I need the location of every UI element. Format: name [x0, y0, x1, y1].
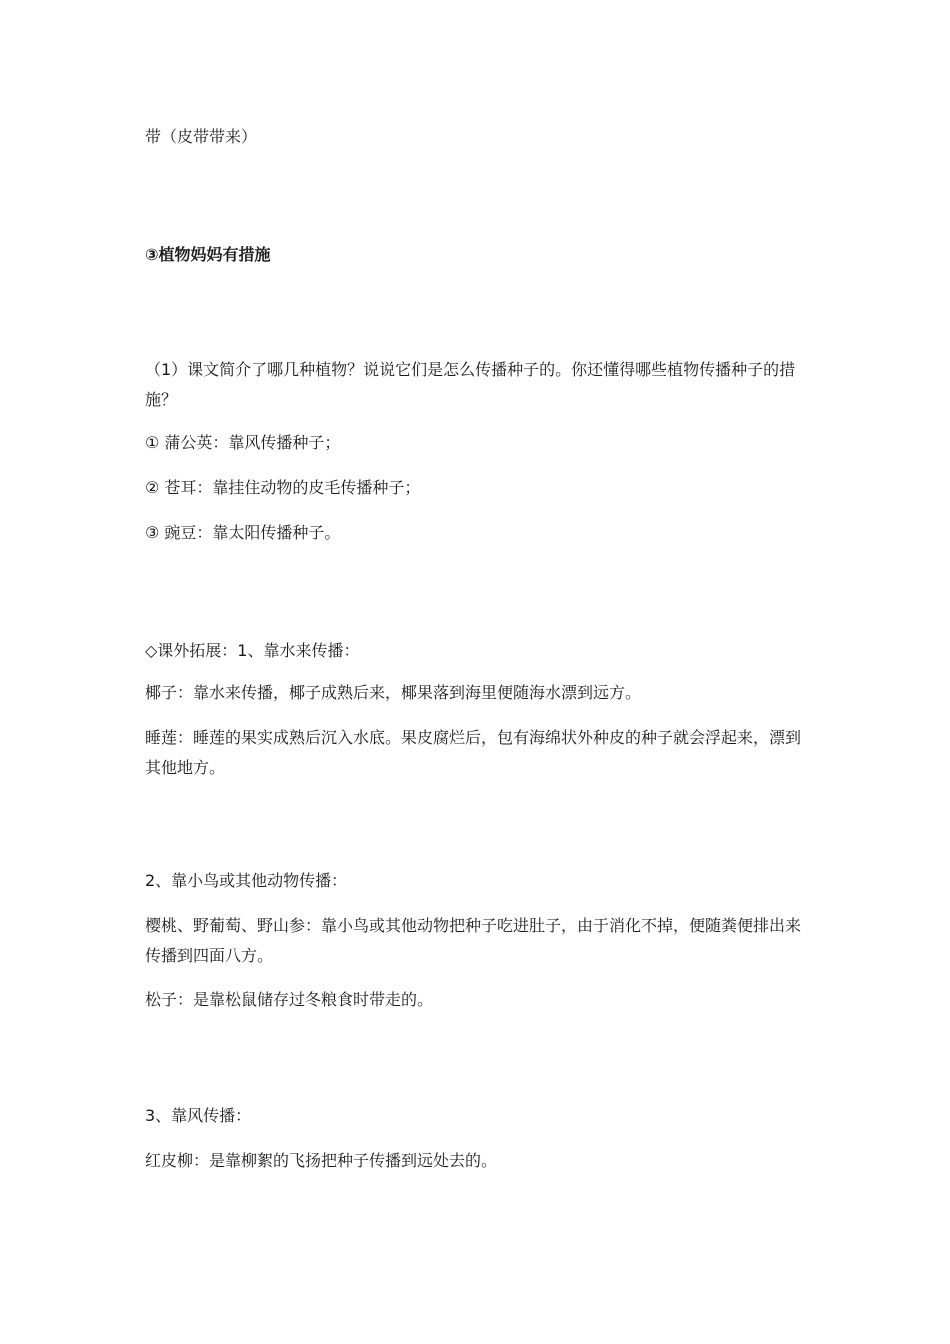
text-line-top: 带（皮带带来）: [145, 127, 258, 146]
answer-dandelion: ① 蒲公英：靠风传播种子；: [145, 433, 341, 452]
paragraph-red-willow: 红皮柳：是靠柳絮的飞扬把种子传播到远处去的。: [145, 1151, 498, 1170]
answer-cocklebur: ② 苍耳：靠挂住动物的皮毛传播种子；: [145, 478, 421, 497]
paragraph-pine-nut: 松子：是靠松鼠储存过冬粮食时带走的。: [145, 990, 434, 1009]
paragraph-coconut: 椰子：靠水来传播，椰子成熟后来，椰果落到海里便随海水漂到远方。: [145, 683, 642, 702]
extension-title-wind: 3、靠风传播：: [145, 1106, 252, 1125]
question-1: （1）课文简介了哪几种植物？说说它们是怎么传播种子的。你还懂得哪些植物传播种子的措施？: [145, 360, 796, 409]
answer-pea: ③ 豌豆：靠太阳传播种子。: [145, 523, 341, 542]
extension-title-birds: 2、靠小鸟或其他动物传播：: [145, 871, 348, 890]
section-heading-3: ③植物妈妈有措施: [145, 245, 271, 264]
paragraph-water-lily: 睡莲：睡莲的果实成熟后沉入水底。果皮腐烂后，包有海绵状外种皮的种子就会浮起来，漂到其他地方。: [145, 728, 802, 777]
paragraph-cherry: 樱桃、野葡萄、野山参：靠小鸟或其他动物把种子吃进肚子，由于消化不掉，便随粪便排出来传播到四面八方。: [145, 916, 802, 965]
extension-title-water: ◇课外拓展：1、靠水来传播：: [145, 641, 360, 660]
